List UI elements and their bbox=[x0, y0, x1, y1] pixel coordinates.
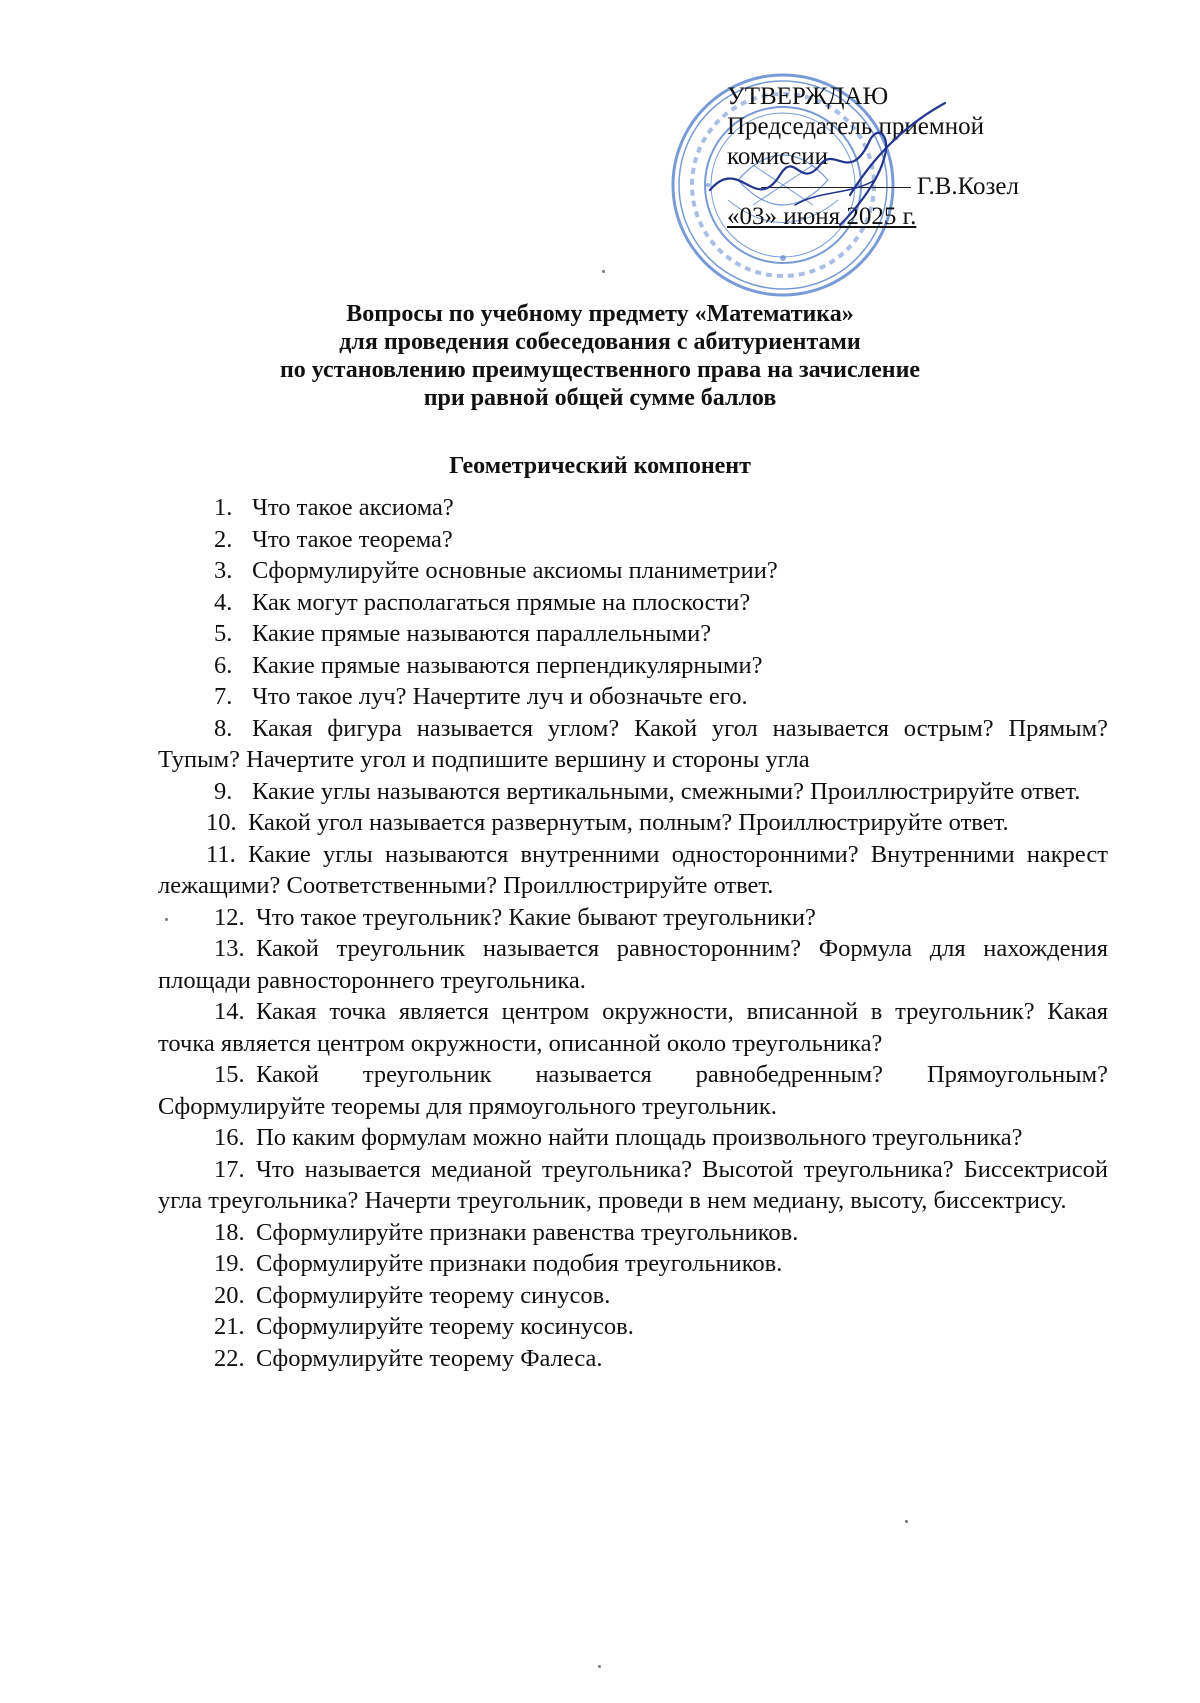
approval-date: «03» июня 2025 г. bbox=[727, 203, 917, 230]
question-item: 4. Как могут располагаться прямые на плоскости? bbox=[214, 588, 751, 616]
section-title: Геометрический компонент bbox=[449, 453, 751, 479]
scan-speck bbox=[598, 1665, 601, 1668]
question-item: 6. Какие прямые называются перпендикулярными? bbox=[214, 651, 763, 679]
question-item: 5. Какие прямые называются параллельными? bbox=[214, 620, 712, 647]
question-item: 1. Что такое аксиома? bbox=[214, 494, 454, 521]
question-item: 16. По каким формулам можно найти площадь произвольного треугольника? bbox=[214, 1124, 1023, 1151]
scan-speck bbox=[905, 1520, 908, 1523]
question-item: 20. Сформулируйте теорему синусов. bbox=[214, 1281, 611, 1309]
question-item: 3. Сформулируйте основные аксиомы планиметрии? bbox=[214, 557, 778, 584]
title-line-3: по установлению преимущественного права на зачисление bbox=[279, 357, 921, 383]
question-item: 15. Какой треугольник называется равнобедренным? Прямоугольным? Сформулируйте теоремы для прямоугольного треугольник. bbox=[158, 1061, 1108, 1120]
title-line-2: для проведения собеседования с абитуриентами bbox=[339, 329, 861, 355]
question-item: 14. Какая точка является центром окружности, вписанной в треугольник? Какая точка является центром окружности, описанной около треугольника? bbox=[158, 998, 1108, 1057]
document-title bbox=[0, 300, 1200, 412]
question-item: 17. Что называется медианой треугольника? Высотой треугольника? Биссектрисой угла треугольника? Начерти треугольник, проведи в нем медиану, высоту, биссектрису. bbox=[158, 1155, 1108, 1214]
question-item: 13. Какой треугольник называется равносторонним? Формула для нахождения площади равностороннего треугольника. bbox=[158, 935, 1108, 994]
approval-date-line bbox=[727, 202, 1027, 232]
question-item: 2. Что такое теорема? bbox=[214, 525, 453, 553]
question-item: 10. Какой угол называется развернутым, полным? Проиллюстрируйте ответ. bbox=[206, 809, 1009, 836]
scan-speck bbox=[165, 918, 168, 921]
question-list bbox=[158, 492, 1108, 1374]
title-line-1: Вопросы по учебному предмету «Математика» bbox=[346, 301, 854, 327]
approval-signature-line bbox=[727, 172, 1027, 202]
approval-block bbox=[727, 82, 1027, 232]
approval-name: Г.В.Козел bbox=[916, 173, 1019, 200]
scan-speck bbox=[602, 270, 605, 273]
signature-underline bbox=[761, 187, 911, 188]
question-item: 8. Какая фигура называется углом? Какой угол называется острым? Прямым? Тупым? Начертите угол и подпишите вершину и стороны угла bbox=[158, 714, 1108, 773]
question-item: 18. Сформулируйте признаки равенства треугольников. bbox=[214, 1218, 799, 1246]
question-item: 19. Сформулируйте признаки подобия треугольников. bbox=[214, 1250, 783, 1277]
question-item: 9. Какие углы называются вертикальными, смежными? Проиллюстрируйте ответ. bbox=[214, 777, 1081, 805]
question-item: 7. Что такое луч? Начертите луч и обозначьте его. bbox=[214, 683, 748, 710]
title-line-4: при равной общей сумме баллов bbox=[423, 385, 777, 411]
approval-heading: УТВЕРЖДАЮ bbox=[727, 83, 889, 110]
question-item: 21. Сформулируйте теорему косинусов. bbox=[214, 1313, 634, 1340]
approval-position-line1: Председатель приемной bbox=[727, 113, 984, 140]
question-item: 22. Сформулируйте теорему Фалеса. bbox=[214, 1344, 603, 1372]
approval-position-line2: комиссии bbox=[727, 143, 829, 170]
question-item: 11. Какие углы называются внутренними односторонними? Внутренними накрест лежащими? Соответственными? Проиллюстрируйте ответ. bbox=[158, 840, 1108, 899]
question-item: 12. Что такое треугольник? Какие бывают треугольники? bbox=[214, 903, 816, 931]
